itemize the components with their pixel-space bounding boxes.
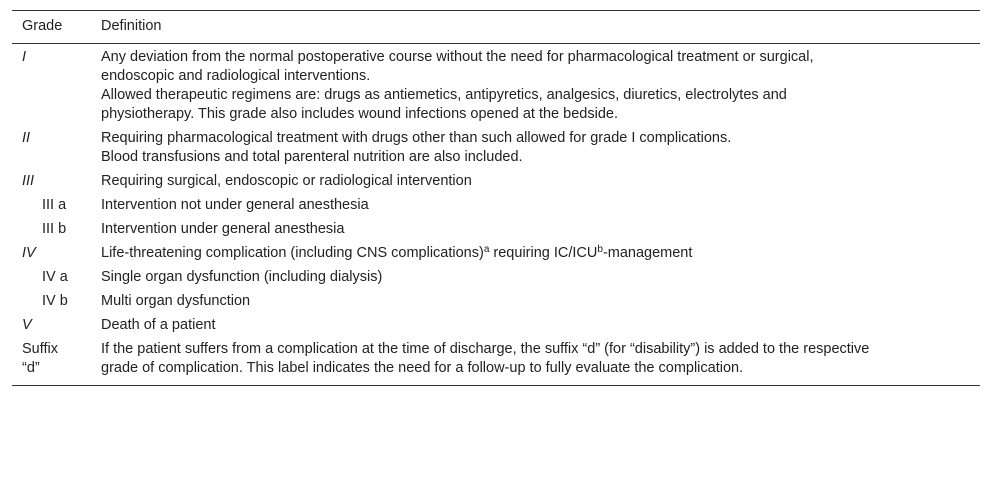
complication-grade-table bbox=[12, 10, 980, 386]
table-row-grade-iv-b bbox=[12, 290, 980, 314]
grade-cell bbox=[12, 194, 100, 218]
suffix-label: Suffix “d” bbox=[22, 341, 59, 376]
table-row-suffix-d bbox=[12, 338, 980, 386]
table-row-grade-ii bbox=[12, 127, 980, 170]
table-row-grade-i bbox=[12, 44, 980, 128]
grade-cell: I bbox=[22, 49, 27, 65]
table-row-grade-iv bbox=[12, 242, 980, 266]
grade-cell: II bbox=[22, 130, 31, 146]
definition-line: grade of complication. This label indicates the need for a follow-up to fully evaluate the complication. bbox=[101, 360, 744, 376]
grade-column-header: Grade bbox=[12, 11, 100, 44]
definition-line: endoscopic and radiological interventions. bbox=[101, 68, 371, 84]
definition-cell bbox=[100, 338, 980, 386]
table-row-grade-v bbox=[12, 314, 980, 338]
table-row-grade-iii bbox=[12, 170, 980, 194]
grade-cell bbox=[12, 218, 100, 242]
definition-line: Allowed therapeutic regimens are: drugs as antiemetics, antipyretics, analgesics, diuretics, electrolytes and bbox=[101, 87, 787, 103]
definition-line: Requiring pharmacological treatment with drugs other than such allowed for grade I complications. bbox=[101, 130, 732, 146]
table-header-row bbox=[12, 11, 980, 44]
definition-text: -management bbox=[602, 245, 693, 261]
definition-cell: Death of a patient bbox=[101, 317, 216, 333]
table-row-grade-iii-b bbox=[12, 218, 980, 242]
definition-cell: Requiring surgical, endoscopic or radiological intervention bbox=[101, 173, 472, 189]
definition-cell bbox=[100, 44, 980, 128]
definition-line: Blood transfusions and total parenteral nutrition are also included. bbox=[101, 149, 523, 165]
definition-text: Life-threatening complication (including CNS complications) bbox=[101, 245, 484, 261]
footnote-marker-a: a bbox=[483, 244, 490, 255]
grade-cell bbox=[12, 266, 100, 290]
grade-cell: III bbox=[22, 173, 35, 189]
footnote-marker-b: b bbox=[597, 244, 603, 255]
classification-table-container bbox=[12, 10, 980, 386]
definition-cell: Multi organ dysfunction bbox=[101, 293, 251, 309]
definition-line: If the patient suffers from a complication at the time of discharge, the suffix “d” (for “disability”) is added to the respective bbox=[101, 341, 870, 357]
definition-line: physiotherapy. This grade also includes wound infections opened at the bedside. bbox=[101, 106, 618, 122]
definition-cell: Intervention under general anesthesia bbox=[101, 221, 345, 237]
grade-cell bbox=[12, 338, 100, 386]
definition-cell bbox=[100, 127, 980, 170]
subgrade-label: III a bbox=[42, 197, 67, 213]
definition-column-header: Definition bbox=[100, 11, 980, 44]
subgrade-label: IV b bbox=[42, 293, 68, 309]
definition-cell: Intervention not under general anesthesia bbox=[101, 197, 369, 213]
subgrade-label: III b bbox=[42, 221, 67, 237]
table-row-grade-iv-a bbox=[12, 266, 980, 290]
grade-cell: V bbox=[22, 317, 32, 333]
definition-cell bbox=[100, 242, 980, 266]
definition-cell: Single organ dysfunction (including dialysis) bbox=[101, 269, 383, 285]
definition-line: Any deviation from the normal postoperative course without the need for pharmacological treatment or surgical, bbox=[101, 49, 814, 65]
grade-cell bbox=[12, 290, 100, 314]
grade-cell: IV bbox=[22, 245, 36, 261]
definition-text: requiring IC/ICU bbox=[489, 245, 598, 261]
subgrade-label: IV a bbox=[42, 269, 68, 285]
table-row-grade-iii-a bbox=[12, 194, 980, 218]
